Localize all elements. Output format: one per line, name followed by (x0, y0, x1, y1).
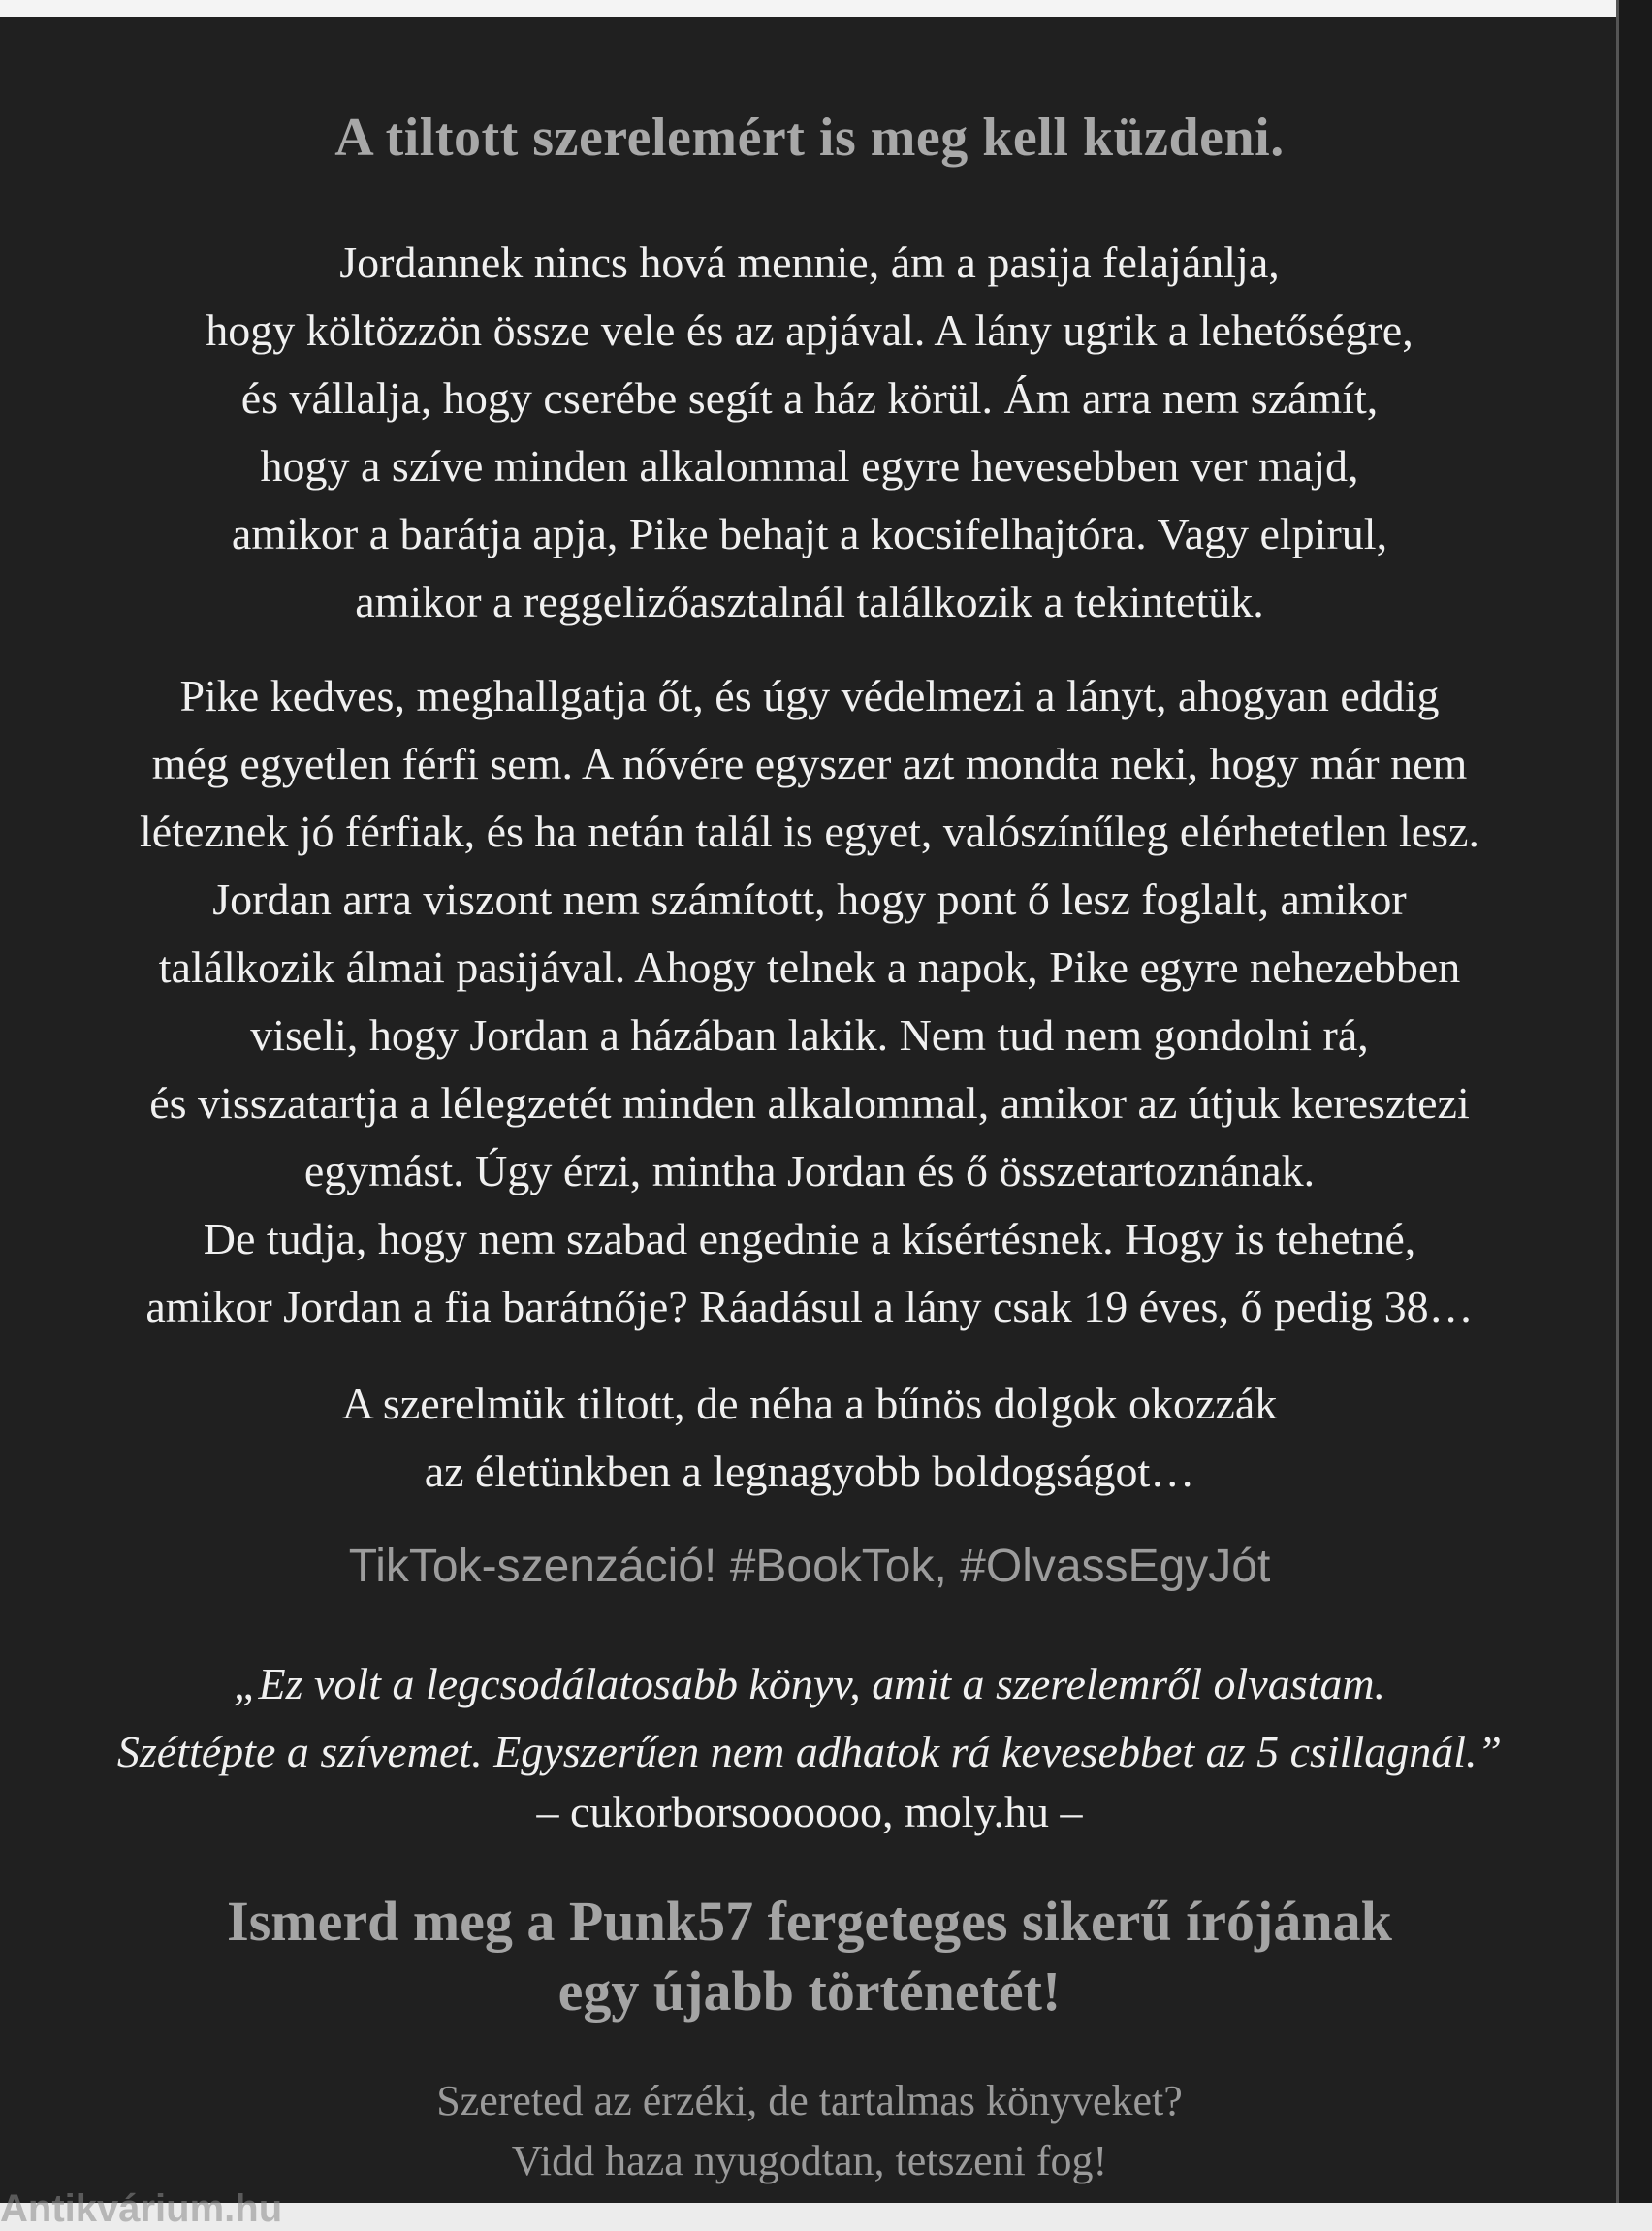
quote-line: „Ez volt a legcsodálatosabb könyv, amit a szerelemről olvastam. (233, 1659, 1386, 1708)
book-back-cover (0, 17, 1619, 2230)
blurb-paragraph-1 (0, 229, 1619, 636)
text-line: találkozik álmai pasijával. Ahogy telnek a napok, Pike egyre nehezebben (158, 942, 1461, 992)
text-line: és visszatartja a lélegzetét minden alkalommal, amikor az útjuk keresztezi (149, 1078, 1470, 1128)
blurb-paragraph-3 (0, 1370, 1619, 1506)
quote-line: Széttépte a szívemet. Egyszerűen nem adhatok rá kevesebbet az 5 csillagnál.” (116, 1727, 1503, 1776)
author-promo (0, 1887, 1619, 2026)
text-line: hogy a szíve minden alkalommal egyre hevesebben ver majd, (260, 441, 1359, 491)
review-quote (0, 1650, 1619, 1786)
text-line: A szerelmük tiltott, de néha a bűnös dolgok okozzák (341, 1379, 1278, 1428)
headline: A tiltott szerelemért is meg kell küzdeni. (334, 108, 1285, 168)
scan-top-edge (0, 0, 1652, 17)
closing-line: Szereted az érzéki, de tartalmas könyveket? (436, 2077, 1183, 2124)
text-line: Jordannek nincs hová mennie, ám a pasija felajánlja, (339, 238, 1280, 287)
review-source: – cukorborsoooooo, moly.hu – (536, 1787, 1083, 1836)
text-line: egymást. Úgy érzi, mintha Jordan és ő összetartoznának. (303, 1146, 1316, 1195)
text-line: amikor Jordan a fia barátnője? Ráadásul a lány csak 19 éves, ő pedig 38… (145, 1282, 1474, 1331)
closing-line: Vidd haza nyugodtan, tetszeni fog! (511, 2137, 1108, 2184)
text-line: viseli, hogy Jordan a házában lakik. Nem tud nem gondolni rá, (250, 1010, 1369, 1060)
text-line: még egyetlen férfi sem. A nővére egyszer azt mondta neki, hogy már nem (151, 739, 1468, 788)
blurb-paragraph-2 (0, 662, 1619, 1341)
text-line: hogy költözzön össze vele és az apjával. A lány ugrik a lehetőségre, (206, 305, 1414, 355)
book-edge (1616, 0, 1652, 2203)
text-line: amikor a reggelizőasztalnál találkozik a tekintetük. (355, 577, 1264, 626)
watermark: Antikvárium.hu (0, 2187, 283, 2230)
text-line: léteznek jó férfiak, és ha netán talál is egyet, valószínűleg elérhetetlen lesz. (140, 807, 1479, 856)
text-line: Pike kedves, meghallgatja őt, és úgy védelmezi a lányt, ahogyan eddig (179, 671, 1440, 720)
closing-lines (0, 2071, 1619, 2191)
promo-line: Ismerd meg a Punk57 fergeteges sikerű írójának (227, 1890, 1392, 1953)
hashtags-line: TikTok-szenzáció! #BookTok, #OlvassEgyJót (348, 1541, 1271, 1592)
text-line: De tudja, hogy nem szabad engednie a kísértésnek. Hogy is tehetné, (203, 1214, 1416, 1263)
text-line: amikor a barátja apja, Pike behajt a kocsifelhajtóra. Vagy elpirul, (231, 509, 1388, 558)
promo-line: egy újabb történetét! (557, 1960, 1062, 2023)
text-line: és vállalja, hogy cserébe segít a ház körül. Ám arra nem számít, (240, 373, 1379, 423)
text-line: az életünkben a legnagyobb boldogságot… (424, 1447, 1195, 1496)
text-line: Jordan arra viszont nem számított, hogy pont ő lesz foglalt, amikor (212, 875, 1407, 924)
